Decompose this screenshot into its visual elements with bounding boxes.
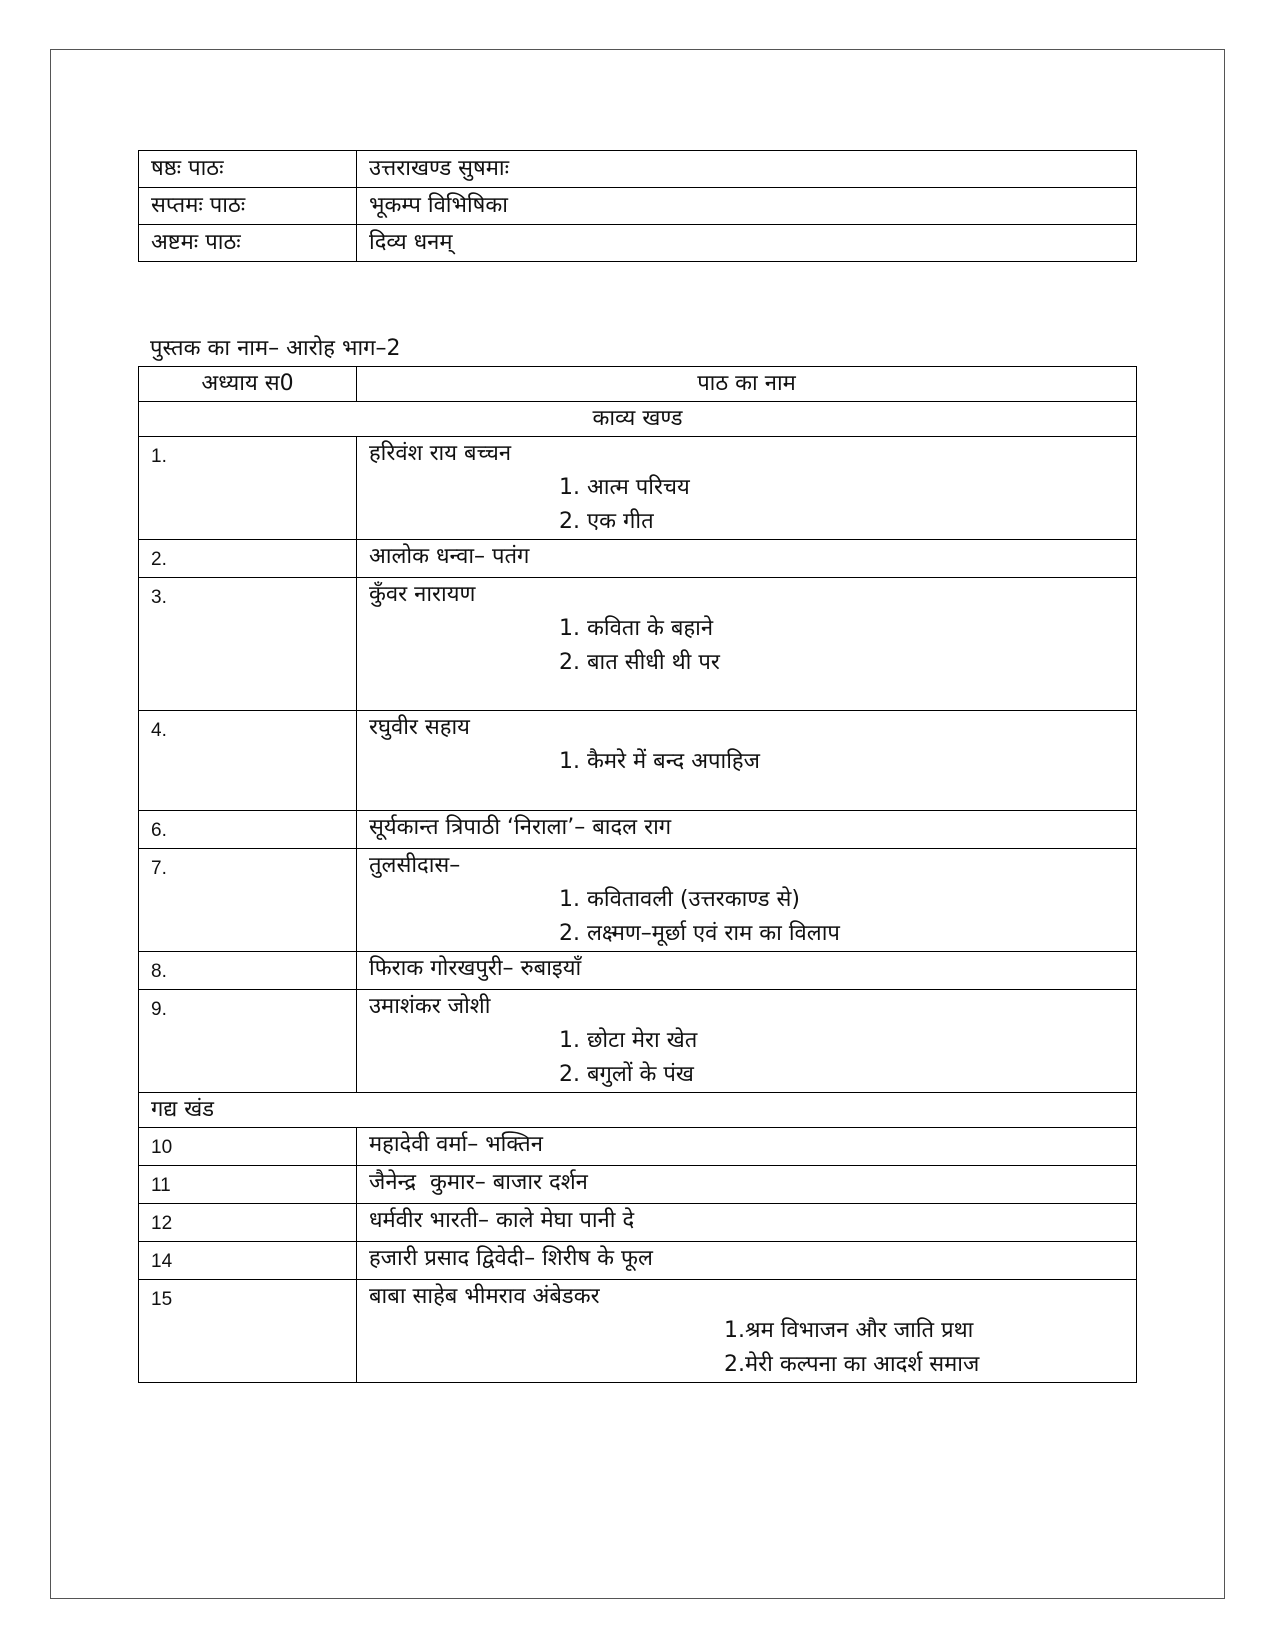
chapter-number: 15 — [139, 1280, 357, 1383]
author-name: बाबा साहेब भीमराव अंबेडकर — [369, 1284, 600, 1309]
sub-lesson: 2.मेरी कल्पना का आदर्श समाज — [724, 1352, 980, 1377]
lesson-cell — [357, 849, 1137, 952]
sub-lesson: 2. बात सीधी थी पर — [559, 650, 720, 675]
lesson-cell — [357, 578, 1137, 711]
table-row — [139, 990, 1137, 1093]
chapter-number: 7. — [139, 849, 357, 952]
lesson-title: हजारी प्रसाद द्विवेदी– शिरीष के फूल — [357, 1242, 1137, 1280]
table-row — [139, 1280, 1137, 1383]
section-heading-row — [139, 402, 1137, 437]
sub-lesson: 2. लक्ष्मण–मूर्छा एवं राम का विलाप — [559, 921, 840, 946]
section-heading-row — [139, 1093, 1137, 1128]
poet-name: रघुवीर सहाय — [369, 715, 470, 740]
chapter-number: 10 — [139, 1128, 357, 1166]
table-row — [139, 1166, 1137, 1204]
lesson-title: दिव्य धनम् — [357, 225, 1137, 262]
lesson-title: फिराक गोरखपुरी– रुबाइयाँ — [357, 952, 1137, 990]
sub-lesson: 1. आत्म परिचय — [559, 475, 690, 500]
kavya-khand-heading: काव्य खण्ड — [139, 402, 1137, 437]
column-header-lesson-name: पाठ का नाम — [357, 367, 1137, 402]
lesson-title: आलोक धन्वा– पतंग — [357, 540, 1137, 578]
sub-lesson: 1. कवितावली (उत्तरकाण्ड से) — [559, 887, 800, 912]
table-row — [139, 540, 1137, 578]
chapter-number: 4. — [139, 711, 357, 811]
chapter-number: 3. — [139, 578, 357, 711]
table-row — [139, 1204, 1137, 1242]
lesson-title: धर्मवीर भारती– काले मेघा पानी दे — [357, 1204, 1137, 1242]
lesson-label: अष्टमः पाठः — [139, 225, 357, 262]
sub-lesson: 1.श्रम विभाजन और जाति प्रथा — [724, 1318, 974, 1343]
table-row — [139, 225, 1137, 262]
chapter-number: 12 — [139, 1204, 357, 1242]
table-row — [139, 437, 1137, 540]
sanskrit-lessons-table — [138, 150, 1137, 262]
sub-lesson: 2. बगुलों के पंख — [559, 1062, 694, 1087]
lesson-title: महादेवी वर्मा– भक्तिन — [357, 1128, 1137, 1166]
poet-name: कुँवर नारायण — [369, 582, 476, 607]
chapter-number: 2. — [139, 540, 357, 578]
column-header-chapter-no: अध्याय स0 — [139, 367, 357, 402]
lesson-cell — [357, 711, 1137, 811]
table-header-row — [139, 367, 1137, 402]
table-row — [139, 811, 1137, 849]
lesson-cell — [357, 1280, 1137, 1383]
table-row — [139, 711, 1137, 811]
sub-lesson: 1. कैमरे में बन्द अपाहिज — [559, 749, 760, 774]
lesson-title: उत्तराखण्ड सुषमाः — [357, 151, 1137, 188]
sub-lesson: 1. छोटा मेरा खेत — [559, 1028, 698, 1053]
lesson-cell — [357, 437, 1137, 540]
sub-lesson: 2. एक गीत — [559, 509, 654, 534]
table-row — [139, 151, 1137, 188]
lesson-label: षष्ठः पाठः — [139, 151, 357, 188]
chapter-number: 14 — [139, 1242, 357, 1280]
table-row — [139, 952, 1137, 990]
lesson-cell — [357, 990, 1137, 1093]
lesson-title: सूर्यकान्त त्रिपाठी ‘निराला’– बादल राग — [357, 811, 1137, 849]
table-row — [139, 1128, 1137, 1166]
table-row — [139, 578, 1137, 711]
lesson-title: भूकम्प विभिषिका — [357, 188, 1137, 225]
table-row — [139, 849, 1137, 952]
chapter-number: 6. — [139, 811, 357, 849]
sub-lesson: 1. कविता के बहाने — [559, 616, 714, 641]
book-title: पुस्तक का नाम– आरोह भाग–2 — [150, 336, 401, 361]
poet-name: तुलसीदास– — [369, 853, 461, 878]
table-row — [139, 1242, 1137, 1280]
syllabus-table — [138, 366, 1137, 1383]
table-row — [139, 188, 1137, 225]
lesson-label: सप्तमः पाठः — [139, 188, 357, 225]
chapter-number: 1. — [139, 437, 357, 540]
gadya-khand-heading: गद्य खंड — [139, 1093, 1137, 1128]
chapter-number: 8. — [139, 952, 357, 990]
poet-name: उमाशंकर जोशी — [369, 994, 491, 1019]
lesson-title: जैनेन्द्र कुमार– बाजार दर्शन — [357, 1166, 1137, 1204]
poet-name: हरिवंश राय बच्चन — [369, 441, 512, 466]
chapter-number: 11 — [139, 1166, 357, 1204]
chapter-number: 9. — [139, 990, 357, 1093]
